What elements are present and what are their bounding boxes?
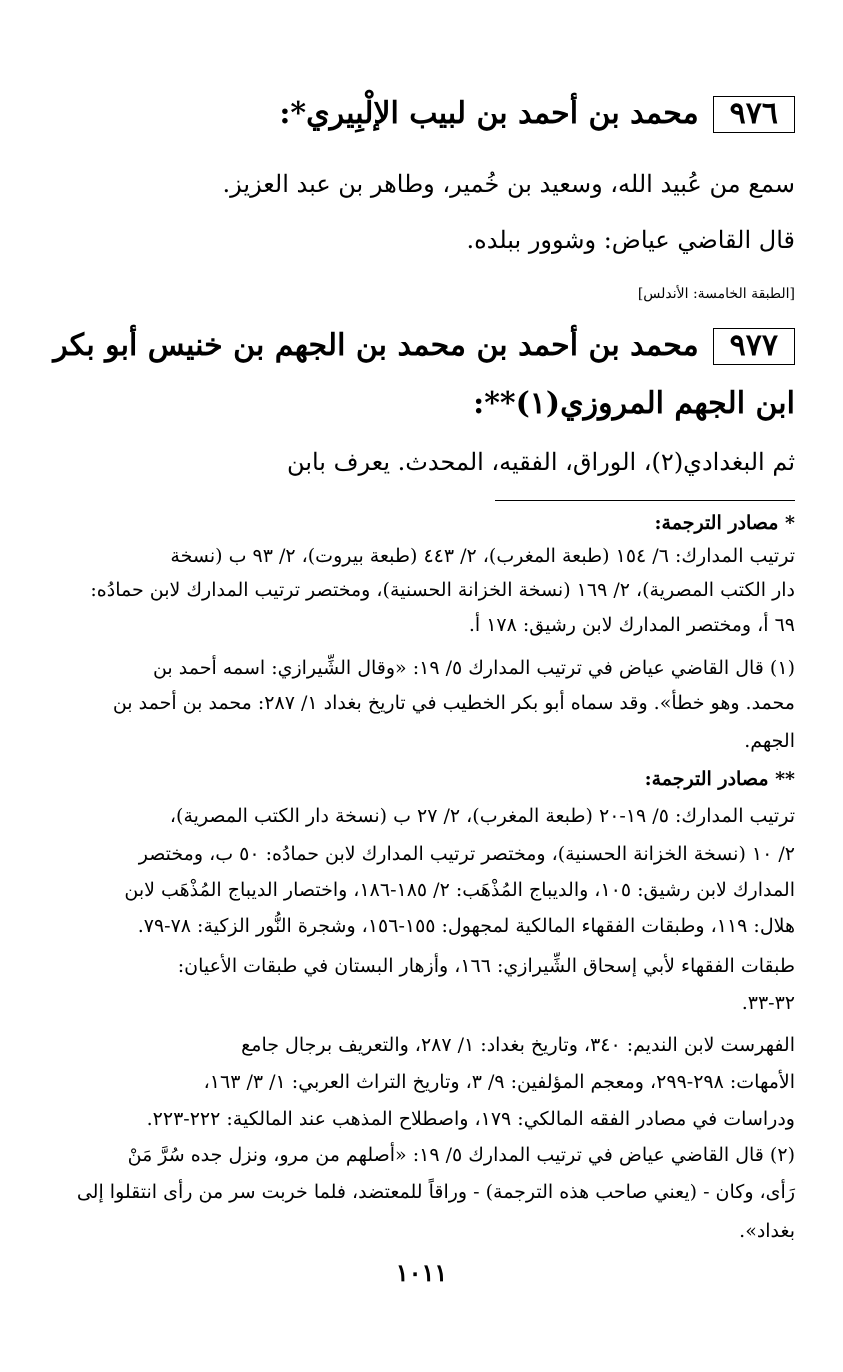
section-note: [الطبقة الخامسة: الأندلس] <box>637 286 795 302</box>
footnote-line: ٣٢-٣٣. <box>741 992 795 1014</box>
entry-number-977: ٩٧٧ <box>713 328 795 365</box>
footnote-line: ودراسات في مصادر الفقه المالكي: ١٧٩، واصطلاح المذهب عند المالكية: ٢٢٢-٢٢٣. <box>146 1108 795 1130</box>
footnote-1-line: الجهم. <box>744 730 795 752</box>
footnote-line: دار الكتب المصرية)، ٢/ ١٦٩ (نسخة الخزانة الحسنية)، ومختصر ترتيب المدارك لابن حمادُه: <box>90 579 795 601</box>
footnote-line: الأمهات: ٢٩٨-٢٩٩، ومعجم المؤلفين: ٩/ ٣، وتاريخ التراث العربي: ١/ ٣/ ١٦٣، <box>203 1071 795 1093</box>
footnote-2-line: (٢) قال القاضي عياض في ترتيب المدارك ٥/ ١٩: «أصلهم من مرو، ونزل جده سُرَّ مَنْ <box>127 1144 795 1166</box>
footnote-line: ٦٩ أ، ومختصر المدارك لابن رشيق: ١٧٨ أ. <box>468 614 795 636</box>
entry-977-heading <box>40 328 795 365</box>
entry-977-title-line-2: ابن الجهم المروزي(١)**: <box>473 386 795 421</box>
footnote-sources-2-title: ** مصادر الترجمة: <box>644 768 795 790</box>
footnote-line: المدارك لابن رشيق: ١٠٥، والديباج المُذْهَب: ٢/ ١٨٥-١٨٦، واختصار الديباج المُذْهَب لابن <box>124 879 795 901</box>
entry-977-line: ثم البغدادي(٢)، الوراق، الفقيه، المحدث. يعرف بابن <box>287 448 795 476</box>
footnote-line: هلال: ١١٩، وطبقات الفقهاء المالكية لمجهول: ١٥٥-١٥٦، وشجرة النُّور الزكية: ٧٨-٧٩. <box>137 915 795 937</box>
page-number: ١٠١١ <box>395 1258 448 1287</box>
footnote-line: ترتيب المدارك: ٦/ ١٥٤ (طبعة المغرب)، ٢/ ٤٤٣ (طبعة بيروت)، ٢/ ٩٣ ب (نسخة <box>170 545 795 567</box>
entry-number-976: ٩٧٦ <box>713 96 795 133</box>
footnote-line: ٢/ ١٠ (نسخة الخزانة الحسنية)، ومختصر ترتيب المدارك لابن حمادُه: ٥٠ ب، ومختصر <box>138 843 795 865</box>
footnote-separator <box>495 500 795 501</box>
entry-976-title: محمد بن أحمد بن لبيب الإلْبِيري*: <box>279 96 699 131</box>
entry-976-heading <box>40 96 795 133</box>
footnote-line: ترتيب المدارك: ٥/ ١٩-٢٠ (طبعة المغرب)، ٢/ ٢٧ ب (نسخة دار الكتب المصرية)، <box>169 805 795 827</box>
entry-976-line-2: قال القاضي عياض: وشوور ببلده. <box>466 226 795 254</box>
footnote-2-line: رَأى، وكان - (يعني صاحب هذه الترجمة) - وراقاً للمعتضد، فلما خربت سر من رأى انتقلوا إلى <box>76 1181 795 1203</box>
footnote-sources-1-title: * مصادر الترجمة: <box>654 512 795 534</box>
footnote-1-line: محمد. وهو خطأ». وقد سماه أبو بكر الخطيب في تاريخ بغداد ١/ ٢٨٧: محمد بن أحمد بن <box>112 692 795 714</box>
footnote-line: الفهرست لابن النديم: ٣٤٠، وتاريخ بغداد: ١/ ٢٨٧، والتعريف برجال جامع <box>241 1034 795 1056</box>
entry-976-line-1: سمع من عُبيد الله، وسعيد بن خُمير، وطاهر بن عبد العزيز. <box>222 170 795 198</box>
footnote-2-line: بغداد». <box>739 1220 795 1242</box>
footnote-line: طبقات الفقهاء لأبي إسحاق الشِّيرازي: ١٦٦، وأزهار البستان في طبقات الأعيان: <box>177 955 795 977</box>
entry-977-title-line-1: محمد بن أحمد بن محمد بن الجهم بن خنيس أبو بكر <box>53 328 699 363</box>
footnote-1-line: (١) قال القاضي عياض في ترتيب المدارك ٥/ ١٩: «وقال الشِّيرازي: اسمه أحمد بن <box>152 657 795 679</box>
